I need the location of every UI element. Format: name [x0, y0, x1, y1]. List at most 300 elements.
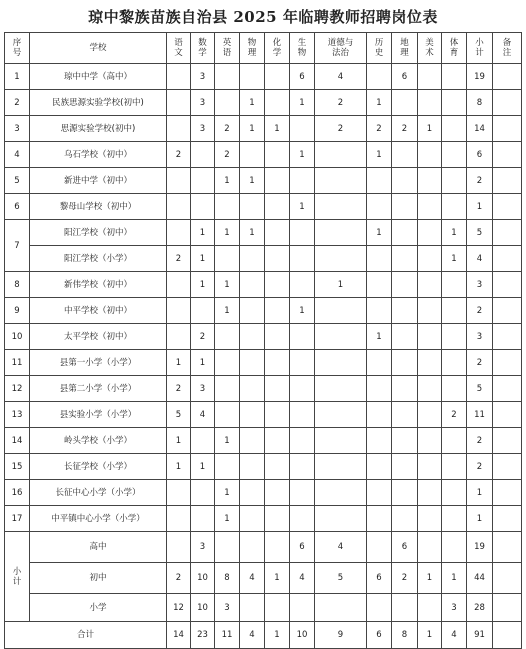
- value-cell: 1: [265, 563, 290, 594]
- total-row: [5, 622, 522, 649]
- value-cell: [290, 168, 315, 194]
- value-cell: 2: [215, 116, 240, 142]
- value-cell: [240, 506, 265, 532]
- table-row: [5, 298, 522, 324]
- value-cell: 1: [290, 298, 315, 324]
- value-cell: 6: [367, 563, 392, 594]
- value-cell: [442, 90, 467, 116]
- value-cell: [215, 454, 240, 480]
- value-cell: [493, 428, 522, 454]
- table-row: [5, 116, 522, 142]
- value-cell: [493, 506, 522, 532]
- header-subject: [493, 33, 522, 64]
- table-row: [5, 246, 522, 272]
- value-cell: [442, 168, 467, 194]
- value-cell: [493, 480, 522, 506]
- value-cell: 2: [215, 142, 240, 168]
- cell-text: 术: [425, 48, 434, 58]
- cell-text: 美: [425, 38, 434, 48]
- value-cell: 3: [191, 532, 215, 563]
- value-cell: 2: [315, 90, 367, 116]
- value-cell: [442, 506, 467, 532]
- value-cell: [493, 64, 522, 90]
- value-cell: 1: [167, 454, 191, 480]
- value-cell: [367, 506, 392, 532]
- value-cell: 4: [315, 64, 367, 90]
- seq-cell: 1: [5, 64, 30, 90]
- value-cell: [392, 454, 418, 480]
- value-cell: [392, 298, 418, 324]
- value-cell: [493, 532, 522, 563]
- value-cell: [367, 376, 392, 402]
- table-row: [5, 428, 522, 454]
- value-cell: [392, 428, 418, 454]
- value-cell: [167, 506, 191, 532]
- value-cell: [418, 428, 442, 454]
- school-cell: 县第二小学（小学）: [30, 376, 167, 402]
- school-cell: 思源实验学校(初中): [30, 116, 167, 142]
- value-cell: 5: [167, 402, 191, 428]
- cell-text: 英: [222, 38, 232, 48]
- value-cell: [265, 402, 290, 428]
- value-cell: [315, 142, 367, 168]
- value-cell: [240, 532, 265, 563]
- value-cell: 3: [191, 116, 215, 142]
- value-cell: 1: [367, 324, 392, 350]
- value-cell: 12: [167, 594, 191, 622]
- school-cell: 琼中中学（高中）: [30, 64, 167, 90]
- subtotal-row: [5, 532, 522, 563]
- value-cell: 1: [215, 220, 240, 246]
- school-cell: 太平学校（初中）: [30, 324, 167, 350]
- cell-text: 史: [374, 48, 384, 58]
- value-cell: 2: [367, 116, 392, 142]
- value-cell: [240, 350, 265, 376]
- value-cell: [265, 532, 290, 563]
- table-row: [5, 454, 522, 480]
- value-cell: [315, 376, 367, 402]
- subtotal-level: 小学: [30, 594, 167, 622]
- seq-cell: 2: [5, 90, 30, 116]
- value-cell: 6: [367, 622, 392, 649]
- cell-text: 生: [297, 38, 307, 48]
- value-cell: [392, 594, 418, 622]
- value-cell: [442, 324, 467, 350]
- value-cell: 1: [467, 194, 493, 220]
- value-cell: 1: [191, 454, 215, 480]
- value-cell: [418, 350, 442, 376]
- seq-cell: 6: [5, 194, 30, 220]
- value-cell: [167, 480, 191, 506]
- seq-cell: 7: [5, 220, 30, 272]
- value-cell: [493, 168, 522, 194]
- value-cell: [493, 622, 522, 649]
- cell-text: 育: [449, 48, 459, 58]
- value-cell: 91: [467, 622, 493, 649]
- table-row: [5, 220, 522, 246]
- value-cell: [418, 594, 442, 622]
- value-cell: 1: [265, 116, 290, 142]
- cell-text: 理: [247, 48, 257, 58]
- value-cell: [265, 594, 290, 622]
- cell-text: 理: [400, 48, 409, 58]
- value-cell: 1: [215, 480, 240, 506]
- value-cell: [367, 402, 392, 428]
- value-cell: [265, 324, 290, 350]
- value-cell: [442, 454, 467, 480]
- value-cell: [167, 116, 191, 142]
- value-cell: [215, 532, 240, 563]
- value-cell: 4: [240, 622, 265, 649]
- value-cell: [240, 454, 265, 480]
- value-cell: 1: [418, 622, 442, 649]
- value-cell: 10: [290, 622, 315, 649]
- value-cell: [315, 402, 367, 428]
- value-cell: 1: [215, 298, 240, 324]
- value-cell: [367, 194, 392, 220]
- cell-text: 小: [12, 566, 22, 577]
- value-cell: [493, 116, 522, 142]
- value-cell: 1: [315, 272, 367, 298]
- cell-text: 体: [449, 38, 459, 48]
- table-row: [5, 272, 522, 298]
- school-cell: 中平镇中心小学（小学）: [30, 506, 167, 532]
- value-cell: [493, 298, 522, 324]
- value-cell: [442, 64, 467, 90]
- value-cell: [392, 480, 418, 506]
- value-cell: [191, 480, 215, 506]
- value-cell: 2: [467, 454, 493, 480]
- value-cell: [392, 220, 418, 246]
- value-cell: [290, 116, 315, 142]
- seq-cell: 13: [5, 402, 30, 428]
- header-subject: [392, 33, 418, 64]
- value-cell: [290, 594, 315, 622]
- value-cell: [392, 246, 418, 272]
- value-cell: [315, 220, 367, 246]
- value-cell: 19: [467, 64, 493, 90]
- value-cell: 1: [442, 563, 467, 594]
- value-cell: [265, 350, 290, 376]
- value-cell: [191, 298, 215, 324]
- value-cell: [265, 90, 290, 116]
- value-cell: 2: [467, 428, 493, 454]
- cell-text: 化: [272, 38, 282, 48]
- value-cell: [215, 90, 240, 116]
- cell-text: 学: [198, 48, 207, 58]
- value-cell: 1: [215, 428, 240, 454]
- school-cell: 中平学校（初中）: [30, 298, 167, 324]
- value-cell: [493, 376, 522, 402]
- school-cell: 乌石学校（初中）: [30, 142, 167, 168]
- value-cell: [367, 454, 392, 480]
- value-cell: [442, 376, 467, 402]
- header-subject: [442, 33, 467, 64]
- value-cell: [215, 350, 240, 376]
- cell-text: 道德与: [327, 38, 354, 48]
- value-cell: [493, 272, 522, 298]
- value-cell: [315, 480, 367, 506]
- value-cell: [265, 480, 290, 506]
- value-cell: 1: [290, 90, 315, 116]
- header-row: [5, 33, 522, 64]
- table-row: [5, 376, 522, 402]
- value-cell: [215, 64, 240, 90]
- table-row: [5, 480, 522, 506]
- value-cell: [290, 350, 315, 376]
- value-cell: [442, 350, 467, 376]
- value-cell: 1: [215, 168, 240, 194]
- table-row: [5, 194, 522, 220]
- seq-cell: 16: [5, 480, 30, 506]
- value-cell: [240, 402, 265, 428]
- school-cell: 黎母山学校（初中）: [30, 194, 167, 220]
- value-cell: 19: [467, 532, 493, 563]
- value-cell: [315, 324, 367, 350]
- cell-text: 号: [12, 48, 22, 58]
- value-cell: [265, 246, 290, 272]
- value-cell: 1: [290, 194, 315, 220]
- value-cell: [191, 506, 215, 532]
- value-cell: [392, 168, 418, 194]
- value-cell: [367, 64, 392, 90]
- value-cell: 1: [240, 116, 265, 142]
- subtotal-label: [5, 532, 30, 622]
- value-cell: [315, 168, 367, 194]
- subtotal-row: [5, 563, 522, 594]
- seq-cell: 17: [5, 506, 30, 532]
- value-cell: 2: [467, 298, 493, 324]
- value-cell: [240, 376, 265, 402]
- school-cell: 新伟学校（初中）: [30, 272, 167, 298]
- seq-cell: 10: [5, 324, 30, 350]
- value-cell: [418, 142, 442, 168]
- cell-text: 小: [475, 38, 484, 48]
- value-cell: [493, 246, 522, 272]
- school-cell: 长征中心小学（小学）: [30, 480, 167, 506]
- value-cell: 5: [467, 220, 493, 246]
- value-cell: [265, 194, 290, 220]
- value-cell: [392, 376, 418, 402]
- value-cell: [367, 298, 392, 324]
- school-cell: 长征学校（小学）: [30, 454, 167, 480]
- cell-text: 学: [272, 48, 282, 58]
- value-cell: 1: [240, 220, 265, 246]
- total-label: 合计: [5, 622, 167, 649]
- value-cell: [493, 563, 522, 594]
- value-cell: [367, 168, 392, 194]
- value-cell: 10: [191, 563, 215, 594]
- value-cell: [315, 246, 367, 272]
- value-cell: [265, 376, 290, 402]
- value-cell: [167, 324, 191, 350]
- header-subject: [167, 33, 191, 64]
- cell-text: 物: [297, 48, 307, 58]
- value-cell: [493, 594, 522, 622]
- value-cell: 2: [191, 324, 215, 350]
- cell-text: 语: [174, 38, 183, 48]
- value-cell: [493, 324, 522, 350]
- header-school: 学校: [30, 33, 167, 64]
- cell-text: 备: [502, 38, 512, 48]
- cell-text: 计: [475, 48, 484, 58]
- value-cell: [315, 350, 367, 376]
- value-cell: [315, 454, 367, 480]
- value-cell: 3: [191, 90, 215, 116]
- header-subject: [315, 33, 367, 64]
- value-cell: 1: [367, 142, 392, 168]
- value-cell: [418, 168, 442, 194]
- value-cell: 1: [367, 90, 392, 116]
- value-cell: [367, 350, 392, 376]
- value-cell: 1: [240, 168, 265, 194]
- value-cell: 5: [315, 563, 367, 594]
- value-cell: [418, 532, 442, 563]
- value-cell: [290, 506, 315, 532]
- value-cell: [493, 90, 522, 116]
- value-cell: [392, 402, 418, 428]
- value-cell: 1: [367, 220, 392, 246]
- value-cell: [442, 272, 467, 298]
- table-row: [5, 350, 522, 376]
- value-cell: 2: [392, 116, 418, 142]
- value-cell: 2: [467, 350, 493, 376]
- value-cell: [290, 402, 315, 428]
- school-cell: 新进中学（初中）: [30, 168, 167, 194]
- value-cell: 1: [442, 246, 467, 272]
- value-cell: [290, 454, 315, 480]
- value-cell: [392, 350, 418, 376]
- value-cell: 8: [215, 563, 240, 594]
- value-cell: 6: [290, 64, 315, 90]
- value-cell: [167, 220, 191, 246]
- value-cell: [315, 194, 367, 220]
- value-cell: 2: [315, 116, 367, 142]
- value-cell: [290, 220, 315, 246]
- value-cell: [240, 194, 265, 220]
- cell-text: 文: [174, 48, 183, 58]
- header-subject: [367, 33, 392, 64]
- table-row: [5, 402, 522, 428]
- value-cell: 23: [191, 622, 215, 649]
- value-cell: [392, 194, 418, 220]
- value-cell: [290, 324, 315, 350]
- value-cell: 6: [467, 142, 493, 168]
- value-cell: [167, 64, 191, 90]
- value-cell: [167, 168, 191, 194]
- value-cell: 6: [290, 532, 315, 563]
- value-cell: 1: [191, 272, 215, 298]
- value-cell: 9: [315, 622, 367, 649]
- header-seq: [5, 33, 30, 64]
- seq-cell: 11: [5, 350, 30, 376]
- subtotal-level: 高中: [30, 532, 167, 563]
- table-row: [5, 324, 522, 350]
- value-cell: [367, 480, 392, 506]
- value-cell: 1: [467, 480, 493, 506]
- value-cell: [418, 480, 442, 506]
- table-row: [5, 506, 522, 532]
- value-cell: [493, 194, 522, 220]
- value-cell: [240, 594, 265, 622]
- value-cell: [418, 64, 442, 90]
- value-cell: [265, 272, 290, 298]
- value-cell: [418, 220, 442, 246]
- value-cell: 11: [215, 622, 240, 649]
- value-cell: 1: [240, 90, 265, 116]
- value-cell: [191, 142, 215, 168]
- value-cell: [215, 194, 240, 220]
- cell-text: 法治: [331, 48, 349, 58]
- value-cell: 1: [418, 116, 442, 142]
- value-cell: [265, 428, 290, 454]
- cell-text: 物: [247, 38, 257, 48]
- value-cell: 14: [167, 622, 191, 649]
- value-cell: [265, 142, 290, 168]
- value-cell: [240, 246, 265, 272]
- seq-cell: 5: [5, 168, 30, 194]
- value-cell: [191, 194, 215, 220]
- value-cell: [215, 246, 240, 272]
- value-cell: 10: [191, 594, 215, 622]
- cell-text: 数: [198, 38, 207, 48]
- school-cell: 阳江学校（初中）: [30, 220, 167, 246]
- value-cell: [265, 506, 290, 532]
- value-cell: 28: [467, 594, 493, 622]
- value-cell: 11: [467, 402, 493, 428]
- value-cell: [418, 454, 442, 480]
- table-row: [5, 90, 522, 116]
- value-cell: [367, 246, 392, 272]
- value-cell: 2: [167, 376, 191, 402]
- value-cell: [240, 142, 265, 168]
- value-cell: [167, 272, 191, 298]
- value-cell: [367, 532, 392, 563]
- value-cell: [493, 142, 522, 168]
- value-cell: [315, 594, 367, 622]
- value-cell: [392, 324, 418, 350]
- value-cell: [240, 298, 265, 324]
- value-cell: [418, 376, 442, 402]
- value-cell: [442, 194, 467, 220]
- table-row: [5, 168, 522, 194]
- table-row: [5, 142, 522, 168]
- value-cell: [493, 220, 522, 246]
- header-subject: [191, 33, 215, 64]
- value-cell: 3: [442, 594, 467, 622]
- value-cell: [290, 480, 315, 506]
- value-cell: 14: [467, 116, 493, 142]
- seq-cell: 12: [5, 376, 30, 402]
- value-cell: 2: [467, 168, 493, 194]
- value-cell: [240, 480, 265, 506]
- value-cell: [418, 324, 442, 350]
- value-cell: 2: [167, 563, 191, 594]
- value-cell: 44: [467, 563, 493, 594]
- value-cell: [265, 64, 290, 90]
- value-cell: [240, 428, 265, 454]
- table-row: [5, 64, 522, 90]
- value-cell: 6: [392, 532, 418, 563]
- value-cell: 4: [467, 246, 493, 272]
- value-cell: 3: [191, 376, 215, 402]
- value-cell: 4: [315, 532, 367, 563]
- value-cell: [442, 116, 467, 142]
- value-cell: 4: [442, 622, 467, 649]
- value-cell: [367, 272, 392, 298]
- header-subject: [290, 33, 315, 64]
- value-cell: [418, 194, 442, 220]
